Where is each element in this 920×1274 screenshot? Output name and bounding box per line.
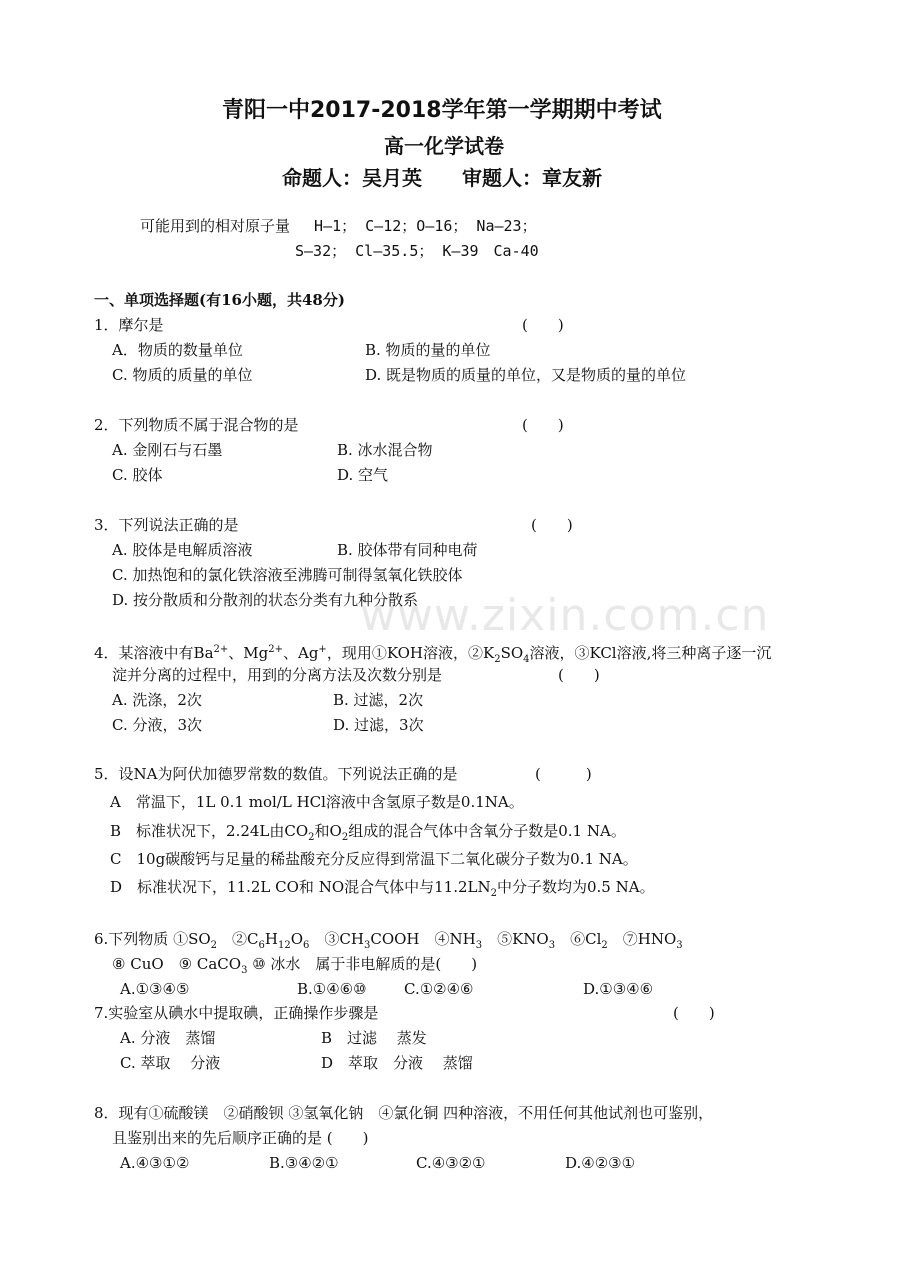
q2-option-c: C. 胶体 xyxy=(112,466,163,484)
q8-option-c: C.④③②① xyxy=(416,1154,486,1172)
q5-stem: 5．设NA为阿伏加德罗常数的数值。下列说法正确的是 xyxy=(94,765,458,783)
section-title: 一、单项选择题(有16小题，共48分) xyxy=(94,291,345,309)
q7-option-d: D 萃取 分液 蒸馏 xyxy=(321,1054,473,1072)
q7-answer-paren: ( ) xyxy=(673,1004,715,1022)
q5-answer-paren: ( ) xyxy=(535,765,592,783)
q2-option-a: A. 金刚石与石墨 xyxy=(112,441,223,459)
q4-option-d: D. 过滤，3次 xyxy=(333,716,424,734)
q8-stem-line2: 且鉴别出来的先后顺序正确的是 ( ) xyxy=(112,1129,369,1147)
q6-option-c: C.①②④⑥ xyxy=(404,980,474,998)
q2-answer-paren: ( ) xyxy=(522,416,564,434)
q1-stem: 1．摩尔是 xyxy=(94,316,164,334)
q6-stem-line2: ⑧ CuO ⑨ CaCO$_3$ ⑩ 冰水 属于非电解质的是( ) xyxy=(112,955,478,976)
q3-option-d: D. 按分散质和分散剂的状态分类有九种分散系 xyxy=(112,591,419,609)
watermark: www.zixin.com.cn xyxy=(360,590,770,641)
exam-title: 青阳一中2017-2018学年第一学期期中考试 xyxy=(222,98,662,123)
atomic-masses-line1: 可能用到的相对原子量 H—1； C—12；O—16； Na—23； xyxy=(140,217,537,235)
q4-stem-line2: 淀并分离的过程中，用到的分离方法及次数分别是 xyxy=(112,666,443,684)
q2-option-d: D. 空气 xyxy=(337,466,389,484)
q3-answer-paren: ( ) xyxy=(531,516,573,534)
q8-option-a: A.④③①② xyxy=(120,1154,190,1172)
atomic-masses-line2: S—32； Cl—35.5； K—39 Ca-40 xyxy=(295,242,539,260)
q6-option-b: B.①④⑥⑩ xyxy=(297,980,367,998)
q1-option-d: D. 既是物质的质量的单位，又是物质的量的单位 xyxy=(365,366,687,384)
q8-option-d: D.④②③① xyxy=(565,1154,636,1172)
q5-option-b: B 标准状况下，2.24L由$CO_2$和$O_2$组成的混合气体中含氧分子数是0.1 NA。 xyxy=(110,822,626,843)
q1-option-a: A．物质的数量单位 xyxy=(112,341,243,359)
q5-option-c: C 10g碳酸钙与足量的稀盐酸充分反应得到常温下二氧化碳分子数为0.1 NA。 xyxy=(110,850,638,868)
q5-option-a: A 常温下，1L 0.1 mol/L HCl溶液中含氢原子数是0.1NA。 xyxy=(110,793,524,811)
q3-option-c: C. 加热饱和的氯化铁溶液至沸腾可制得氢氧化铁胶体 xyxy=(112,566,463,584)
q1-option-b: B. 物质的量的单位 xyxy=(365,341,491,359)
q7-option-c: C. 萃取 分液 xyxy=(120,1054,221,1072)
q7-stem: 7.实验室从碘水中提取碘，正确操作步骤是 xyxy=(94,1004,379,1022)
q2-option-b: B. 冰水混合物 xyxy=(337,441,433,459)
q7-option-b: B 过滤 蒸发 xyxy=(321,1029,427,1047)
q5-option-d: D 标准状况下，11.2L CO和 NO混合气体中与$11.2LN_2$中分子数均为0.5 NA。 xyxy=(110,878,655,899)
q3-stem: 3．下列说法正确的是 xyxy=(94,516,239,534)
q3-option-a: A. 胶体是电解质溶液 xyxy=(112,541,253,559)
q8-option-b: B.③④②① xyxy=(269,1154,339,1172)
q4-answer-paren: ( ) xyxy=(558,666,600,684)
q4-option-a: A. 洗涤，2次 xyxy=(112,691,202,709)
q6-stem: 6.下列物质 $①SO_2$ $②C_6H_{12}O_6$ $③CH_3COOH$ $④NH_3$ $⑤KNO_3$ $⑥Cl_2$ $⑦HNO_3$ xyxy=(94,930,683,951)
q4-option-c: C. 分液，3次 xyxy=(112,716,203,734)
q7-option-a: A. 分液 蒸馏 xyxy=(120,1029,216,1047)
q2-stem: 2．下列物质不属于混合物的是 xyxy=(94,416,299,434)
q1-option-c: C. 物质的质量的单位 xyxy=(112,366,253,384)
exam-authors: 命题人：吴月英 审题人：章友新 xyxy=(282,166,602,190)
q6-option-d: D.①③④⑥ xyxy=(583,980,654,998)
q8-stem: 8．现有①硫酸镁 ②硝酸钡 ③氢氧化钠 ④氯化铜 四种溶液，不用任何其他试剂也可鉴别， xyxy=(94,1104,714,1122)
q1-answer-paren: ( ) xyxy=(522,316,564,334)
q4-stem: 4．某溶液中有$Ba^{2+}$、$Mg^{2+}$、Ag+，现用①KOH溶液，$②K_2SO_4$溶液，③KCl溶液,将三种离子逐一沉 xyxy=(94,644,772,665)
exam-subtitle: 高一化学试卷 xyxy=(384,134,504,158)
q6-option-a: A.①③④⑤ xyxy=(120,980,190,998)
q4-option-b: B. 过滤，2次 xyxy=(333,691,424,709)
q3-option-b: B. 胶体带有同种电荷 xyxy=(337,541,478,559)
